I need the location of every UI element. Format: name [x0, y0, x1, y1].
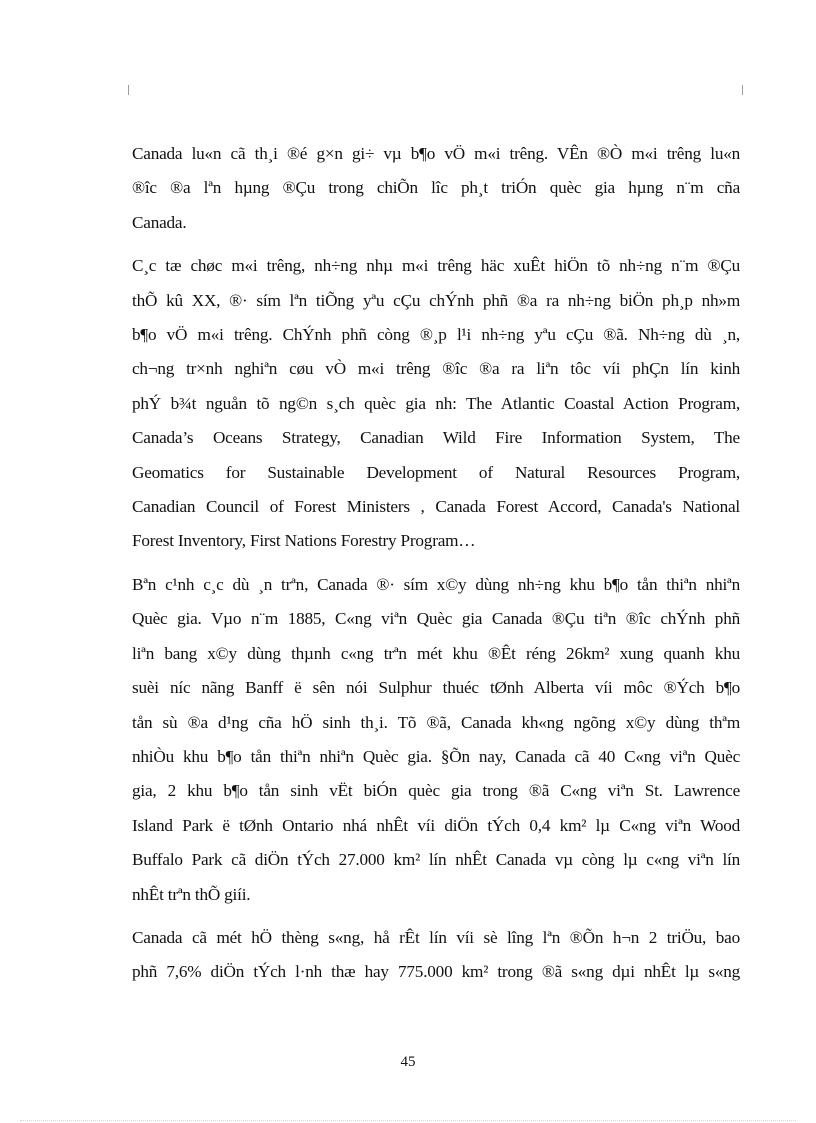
- paragraph-3-line-7: gia, 2 khu b¶o tån sinh vËt biÓn quèc gia trong ®ã C«ng viªn St. Lawrence: [132, 781, 740, 801]
- paragraph-2-line-8: Canadian Council of Forest Ministers , Canada Forest Accord, Canada's National: [132, 497, 740, 517]
- paragraph-2-line-6: Canada’s Oceans Strategy, Canadian Wild Fire Information System, The: [132, 428, 740, 448]
- paragraph-2: [132, 249, 740, 559]
- paragraph-3-line-8: Island Park ë tØnh Ontario nhá nhÊt víi diÖn tÝch 0,4 km² lµ C«ng viªn Wood: [132, 815, 740, 835]
- paragraph-1-line-3: Canada.: [132, 212, 187, 232]
- paragraph-4-line-1: Canada cã mét hÖ thèng s«ng, hå rÊt lín víi sè lîng lªn ®Õn h¬n 2 triÖu, bao: [132, 927, 740, 947]
- paragraph-3-line-5: tån sù ®a d¹ng cña hÖ sinh th¸i. Tõ ®ã, Canada kh«ng ngõng x©y dùng thªm: [132, 712, 740, 732]
- document-body: [132, 137, 740, 999]
- corner-mark-left: [128, 85, 129, 95]
- paragraph-1-line-1: Canada lu«n cã th¸i ®é g×n gi÷ vµ b¶o vÖ m«i trêng. VÊn ®Ò m«i trêng lu«n: [132, 144, 740, 163]
- paragraph-2-line-1: C¸c tæ chøc m«i trêng, nh÷ng nhµ m«i trêng häc xuÊt hiÖn tõ nh÷ng n¨m ®Çu: [132, 256, 740, 276]
- paragraph-3-line-2: Quèc gia. Vµo n¨m 1885, C«ng viªn Quèc gia Canada ®Çu tiªn ®îc chÝnh phñ: [132, 609, 740, 629]
- page-bottom-rule: [20, 1120, 796, 1121]
- paragraph-3-line-4: suèi níc nãng Banff ë sên nói Sulphur thuéc tØnh Alberta víi môc ®Ých b¶o: [132, 678, 740, 698]
- paragraph-2-line-2: thÕ kû XX, ®· sím lªn tiÕng yªu cÇu chÝnh phñ ®a ra nh÷ng biÖn ph¸p nh»m: [132, 290, 740, 310]
- paragraph-4-line-2: phñ 7,6% diÖn tÝch l·nh thæ hay 775.000 km² trong ®ã s«ng dµi nhÊt lµ s«ng: [132, 962, 740, 982]
- paragraph-2-line-4: ch¬ng tr×nh nghiªn cøu vÒ m«i trêng ®îc ®a ra liªn tôc víi phÇn lín kinh: [132, 359, 740, 379]
- paragraph-1: [132, 137, 740, 240]
- paragraph-3-line-10: nhÊt trªn thÕ giíi.: [132, 884, 251, 904]
- paragraph-3-line-3: liªn bang x©y dùng thµnh c«ng trªn mét khu ®Êt réng 26km² xung quanh khu: [132, 643, 740, 663]
- paragraph-1-line-2: ®îc ®a lªn hµng ®Çu trong chiÕn lîc ph¸t triÓn quèc gia hµng n¨m cña: [132, 178, 740, 198]
- paragraph-3-line-6: nhiÒu khu b¶o tån thiªn nhiªn Quèc gia. §Õn nay, Canada cã 40 C«ng viªn Quèc: [132, 746, 740, 766]
- paragraph-2-line-5: phÝ b¾t nguån tõ ng©n s¸ch quèc gia nh: The Atlantic Coastal Action Program,: [132, 393, 740, 413]
- page-number: 45: [400, 1054, 416, 1070]
- corner-mark-right: [742, 85, 743, 95]
- paragraph-3-line-1: Bªn c¹nh c¸c dù ¸n trªn, Canada ®· sím x©y dùng nh÷ng khu b¶o tån thiªn nhiªn: [132, 574, 740, 594]
- paragraph-2-line-9: Forest Inventory, First Nations Forestry Program…: [132, 531, 476, 551]
- paragraph-4: [132, 921, 740, 990]
- paragraph-3-line-9: Buffalo Park cã diÖn tÝch 27.000 km² lín nhÊt Canada vµ còng lµ c«ng viªn lín: [132, 850, 740, 870]
- paragraph-2-line-7: Geomatics for Sustainable Development of Natural Resources Program,: [132, 462, 740, 482]
- paragraph-2-line-3: b¶o vÖ m«i trêng. ChÝnh phñ còng ®¸p l¹i nh÷ng yªu cÇu ®ã. Nh÷ng dù ¸n,: [132, 325, 740, 345]
- paragraph-3: [132, 568, 740, 912]
